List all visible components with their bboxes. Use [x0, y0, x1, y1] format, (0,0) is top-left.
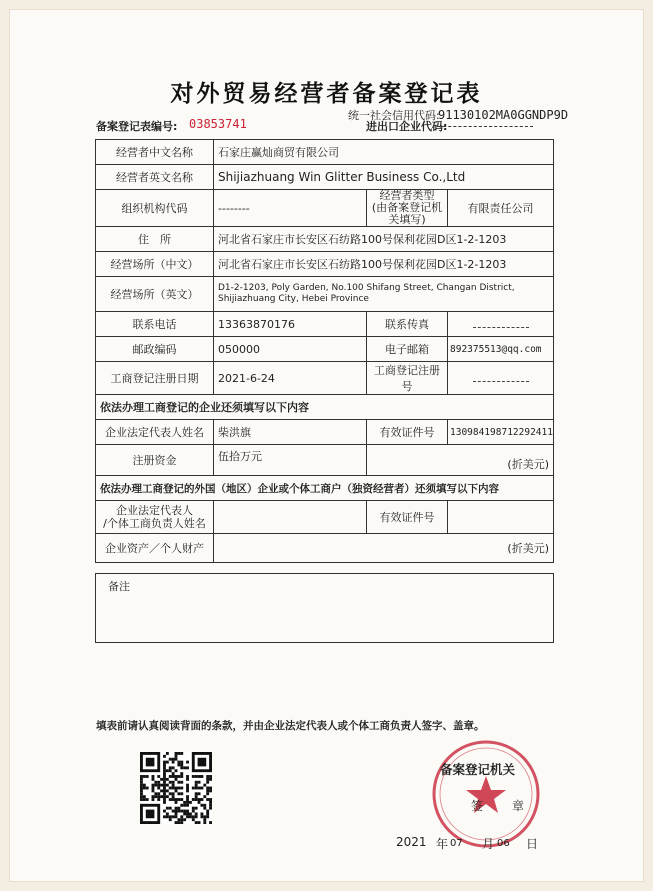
reg-no-value: [448, 362, 554, 395]
address-value: 河北省石家庄市长安区石纺路100号保利花园D区1-2-1203: [214, 227, 554, 252]
sign-char: 签: [471, 799, 484, 813]
fax-blank: [473, 321, 529, 328]
fax-label: 联系传真: [367, 312, 448, 337]
row-cn-name: [96, 140, 554, 165]
qr-code-graphic: [140, 752, 212, 824]
assets-label: 企业资产／个人财产: [96, 534, 214, 563]
section1-heading: 依法办理工商登记的企业还须填写以下内容: [96, 395, 554, 420]
qr-code: [140, 752, 212, 824]
en-name-label: 经营者英文名称: [96, 165, 214, 190]
org-code-value: --------: [214, 190, 367, 227]
biz-place-en-value: D1-2-1203, Poly Garden, No.100 Shifang Street, Changan District, Shijiazhuang City, Hebei Province: [214, 277, 554, 312]
credit-code: 91130102MA0GGNDP9D: [438, 108, 569, 122]
reg-date-value: 2021-6-24: [214, 362, 367, 395]
date-month: 07: [450, 838, 463, 849]
foreign-rep-value: [214, 501, 367, 534]
ie-code-blank: [438, 118, 533, 127]
row-biz-place-en: [96, 277, 554, 312]
authority-title: 备案登记机关: [440, 762, 516, 777]
foreign-rep-label-line1: 企业法定代表人: [116, 504, 193, 517]
cn-name-value: 石家庄赢灿商贸有限公司: [214, 140, 554, 165]
foreign-rep-label: [96, 501, 214, 534]
foreign-id-value: [448, 501, 554, 534]
record-no-label: 备案登记表编号:: [96, 120, 178, 133]
ie-code-label: 进出口企业代码:: [366, 120, 448, 133]
registration-form: [95, 139, 554, 643]
date-month-char: 月: [482, 837, 495, 851]
phone-label: 联系电话: [96, 312, 214, 337]
reg-no-label: 工商登记注册号: [367, 362, 448, 395]
section1-header: [96, 395, 554, 420]
remarks-cell: [96, 574, 554, 643]
capital-value: 伍拾万元: [214, 445, 367, 476]
row-phone: [96, 312, 554, 337]
row-foreign-rep: [96, 501, 554, 534]
credit-code-label: 统一社会信用代码:: [348, 109, 440, 122]
row-org-code: [96, 190, 554, 227]
cn-name-label: 经营者中文名称: [96, 140, 214, 165]
biz-type-label: 经营者类型 (由备案登记机关填写): [367, 190, 448, 227]
foreign-id-label: 有效证件号: [367, 501, 448, 534]
section2-heading: 依法办理工商登记的外国（地区）企业或个体工商户（独资经营者）还须填写以下内容: [96, 476, 554, 501]
date-day: 06: [497, 838, 510, 849]
id-label: 有效证件号: [367, 420, 448, 445]
id-value: 130984198712292411: [448, 420, 554, 445]
en-name-value: Shijiazhuang Win Glitter Business Co.,Ltd: [214, 165, 554, 190]
official-seal: [430, 738, 542, 850]
row-capital: [96, 445, 554, 476]
biz-place-cn-label: 经营场所（中文）: [96, 252, 214, 277]
date-year: 2021: [396, 835, 427, 849]
date-year-char: 年: [436, 837, 449, 851]
seal-char: 章: [512, 799, 525, 813]
foreign-rep-label-line2: /个体工商负责人姓名: [103, 517, 206, 530]
row-spacer: [96, 563, 554, 574]
email-value: 892375513@qq.com: [448, 337, 554, 362]
assets-usd: (折美元): [214, 534, 554, 563]
section2-header: [96, 476, 554, 501]
phone-value: 13363870176: [214, 312, 367, 337]
fax-value: [448, 312, 554, 337]
biz-place-cn-value: 河北省石家庄市长安区石纺路100号保利花园D区1-2-1203: [214, 252, 554, 277]
address-label: 住 所: [96, 227, 214, 252]
spacer: [96, 563, 554, 574]
email-label: 电子邮箱: [367, 337, 448, 362]
reg-date-label: 工商登记注册日期: [96, 362, 214, 395]
legal-rep-label: 企业法定代表人姓名: [96, 420, 214, 445]
biz-place-en-label: 经营场所（英文）: [96, 277, 214, 312]
row-remarks: [96, 574, 554, 643]
postcode-label: 邮政编码: [96, 337, 214, 362]
row-postcode: [96, 337, 554, 362]
capital-label: 注册资金: [96, 445, 214, 476]
row-biz-place-cn: [96, 252, 554, 277]
footer-note: 填表前请认真阅读背面的条款，并由企业法定代表人或个体工商负责人签字、盖章。: [96, 720, 485, 732]
remarks-label: 备注: [108, 580, 130, 593]
legal-rep-value: 柴洪旗: [214, 420, 367, 445]
row-address: [96, 227, 554, 252]
postcode-value: 050000: [214, 337, 367, 362]
date-day-char: 日: [526, 837, 539, 851]
row-assets: [96, 534, 554, 563]
reg-no-blank: [473, 375, 529, 382]
row-reg-date: [96, 362, 554, 395]
org-code-label: 组织机构代码: [96, 190, 214, 227]
record-no: 03853741: [189, 117, 247, 131]
page-title: 对外贸易经营者备案登记表: [170, 81, 483, 107]
row-en-name: [96, 165, 554, 190]
row-legal-rep: [96, 420, 554, 445]
biz-type-value: 有限责任公司: [448, 190, 554, 227]
capital-usd: (折美元): [367, 445, 554, 476]
